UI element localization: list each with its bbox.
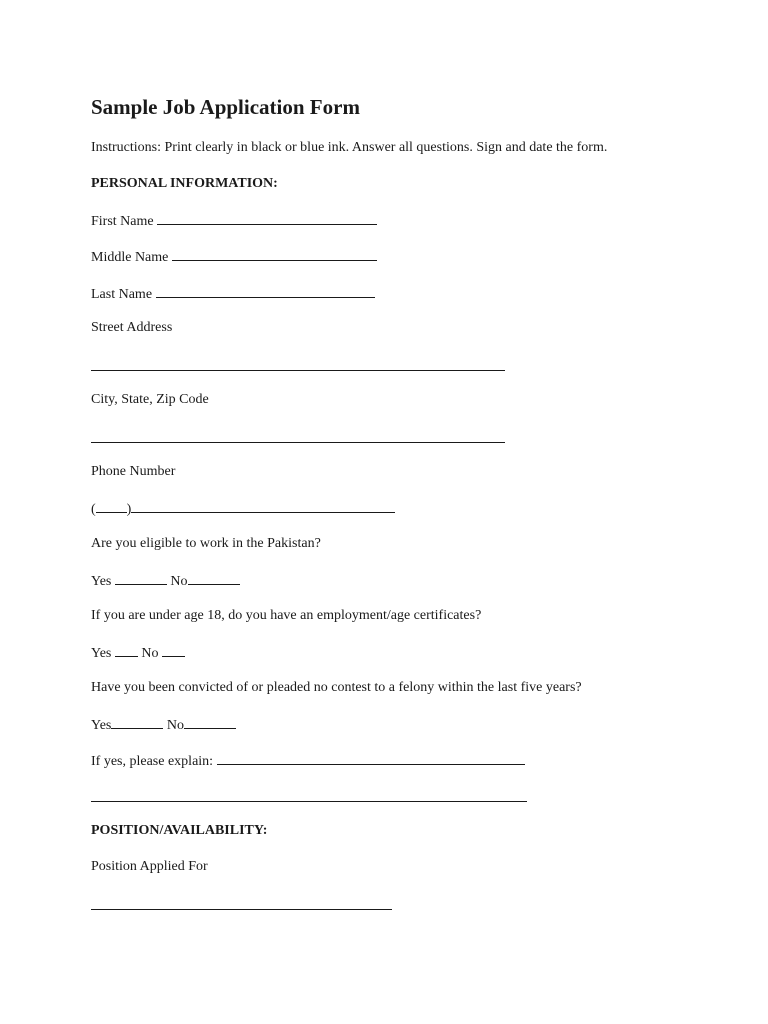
position-availability-heading: POSITION/AVAILABILITY: bbox=[91, 823, 268, 838]
felony-question: Have you been convicted of or pleaded no contest to a felony within the last five years? bbox=[91, 680, 582, 695]
felony-no-field[interactable] bbox=[184, 715, 236, 729]
explain-label: If yes, please explain: bbox=[91, 754, 214, 769]
felony-yes-label: Yes bbox=[91, 718, 112, 733]
middle-name-row bbox=[91, 247, 377, 267]
last-name-field[interactable] bbox=[156, 284, 375, 298]
eligible-question: Are you eligible to work in the Pakistan? bbox=[91, 536, 321, 551]
eligible-answer-row bbox=[91, 571, 240, 591]
first-name-field[interactable] bbox=[157, 211, 377, 225]
position-applied-label: Position Applied For bbox=[91, 859, 208, 874]
phone-number-row bbox=[91, 499, 395, 519]
eligible-no-label: No bbox=[170, 574, 188, 589]
explain-field[interactable] bbox=[217, 751, 525, 765]
under18-no-label: No bbox=[141, 646, 159, 661]
city-state-zip-field[interactable] bbox=[91, 442, 505, 443]
phone-number-label: Phone Number bbox=[91, 464, 176, 479]
phone-open-paren: ( bbox=[91, 502, 96, 517]
position-applied-field[interactable] bbox=[91, 909, 392, 910]
instructions-text: Instructions: Print clearly in black or blue ink. Answer all questions. Sign and date the form. bbox=[91, 140, 608, 155]
under18-yes-field[interactable] bbox=[115, 643, 138, 657]
street-address-label: Street Address bbox=[91, 320, 173, 335]
felony-no-label: No bbox=[166, 718, 184, 733]
eligible-no-field[interactable] bbox=[188, 571, 240, 585]
explain-row bbox=[91, 751, 525, 771]
under18-no-field[interactable] bbox=[162, 643, 185, 657]
area-code-field[interactable] bbox=[96, 499, 127, 513]
middle-name-label: Middle Name bbox=[91, 250, 169, 265]
last-name-row bbox=[91, 284, 375, 304]
felony-yes-field[interactable] bbox=[111, 715, 163, 729]
under18-yes-label: Yes bbox=[91, 646, 112, 661]
explain-field-continued[interactable] bbox=[91, 801, 527, 802]
personal-info-heading: PERSONAL INFORMATION: bbox=[91, 176, 278, 191]
felony-answer-row bbox=[91, 715, 236, 735]
phone-close-paren: ) bbox=[126, 502, 132, 517]
eligible-yes-field[interactable] bbox=[115, 571, 167, 585]
first-name-label: First Name bbox=[91, 214, 154, 229]
city-state-zip-label: City, State, Zip Code bbox=[91, 392, 209, 407]
last-name-label: Last Name bbox=[91, 287, 153, 302]
street-address-field[interactable] bbox=[91, 370, 505, 371]
page-title: Sample Job Application Form bbox=[91, 95, 360, 119]
middle-name-field[interactable] bbox=[172, 247, 377, 261]
under18-answer-row bbox=[91, 643, 185, 663]
first-name-row bbox=[91, 211, 377, 231]
phone-number-field[interactable] bbox=[131, 499, 395, 513]
eligible-yes-label: Yes bbox=[91, 574, 112, 589]
under18-question: If you are under age 18, do you have an employment/age certificates? bbox=[91, 608, 482, 623]
